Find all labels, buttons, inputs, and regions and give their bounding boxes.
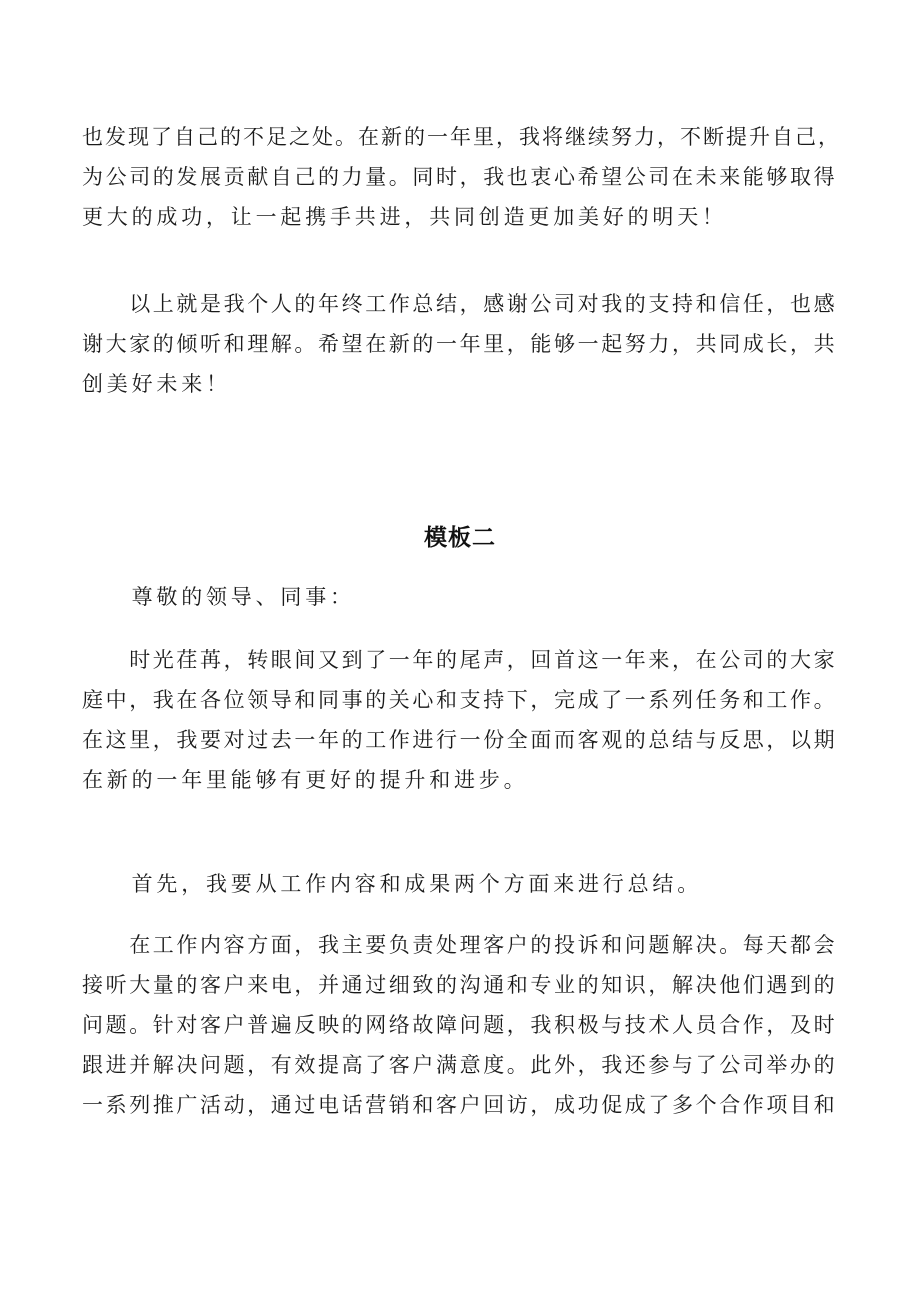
text-line: 以上就是我个人的年终工作总结，感谢公司对我的支持和信任，也感 [82, 292, 838, 316]
text-line: 接听大量的客户来电，并通过细致的沟通和专业的知识，解决他们遇到的 [82, 973, 838, 997]
section-heading: 模板二 [424, 525, 496, 551]
text-line: 在这里，我要对过去一年的工作进行一份全面而客观的总结与反思，以期 [82, 728, 838, 752]
paragraph-introduction [82, 640, 842, 800]
text-line: 在工作内容方面，我主要负责处理客户的投诉和问题解决。每天都会 [82, 933, 838, 957]
text-line: 在新的一年里能够有更好的提升和进步。 [82, 768, 529, 792]
text-line: 谢大家的倾听和理解。希望在新的一年里，能够一起努力，共同成长，共 [82, 332, 838, 356]
text-line: 尊敬的领导、同事： [82, 585, 355, 609]
text-line: 问题。针对客户普遍反映的网络故障问题，我积极与技术人员合作，及时 [82, 1013, 838, 1037]
text-line: 跟进并解决问题，有效提高了客户满意度。此外，我还参与了公司举办的 [82, 1053, 838, 1077]
paragraph-salutation [82, 577, 842, 617]
text-line: 为公司的发展贡献自己的力量。同时，我也衷心希望公司在未来能够取得 [82, 165, 838, 189]
paragraph-work-content [82, 925, 842, 1125]
text-line: 庭中，我在各位领导和同事的关心和支持下，完成了一系列任务和工作。 [82, 688, 838, 712]
paragraph-first-point [82, 864, 842, 904]
text-line: 时光荏苒，转眼间又到了一年的尾声，回首这一年来，在公司的大家 [82, 648, 838, 672]
paragraph-summary-thanks [82, 284, 842, 404]
paragraph-closing-remarks [82, 117, 842, 237]
text-line: 一系列推广活动，通过电话营销和客户回访，成功促成了多个合作项目和 [82, 1093, 838, 1117]
text-line: 也发现了自己的不足之处。在新的一年里，我将继续努力，不断提升自己， [82, 125, 841, 149]
text-line: 更大的成功，让一起携手共进，共同创造更加美好的明天！ [82, 205, 727, 229]
text-line: 首先，我要从工作内容和成果两个方面来进行总结。 [82, 872, 702, 896]
text-line: 创美好未来！ [82, 372, 231, 396]
